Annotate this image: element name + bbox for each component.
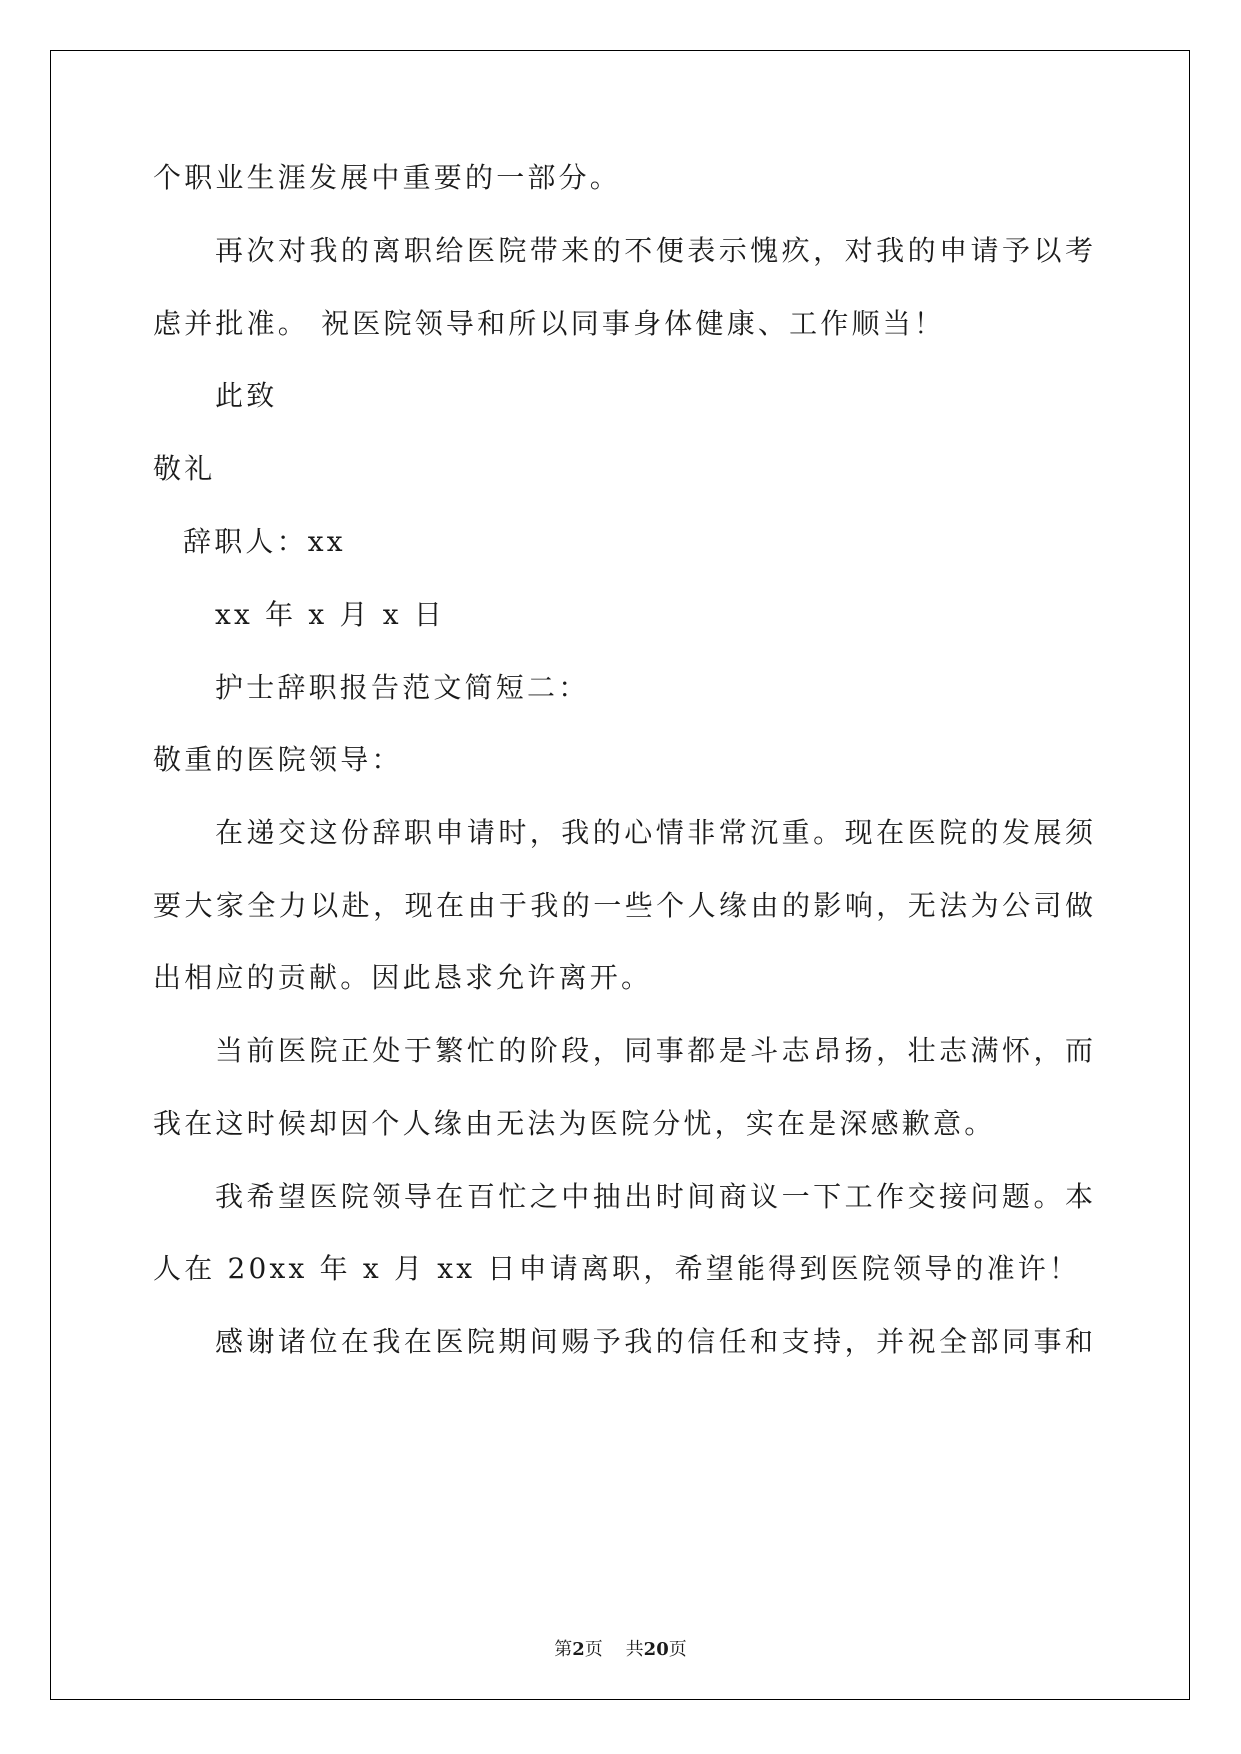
current-page-number: 2: [572, 1639, 585, 1660]
page-border: [50, 50, 1190, 1700]
footer-total-prefix: 共: [625, 1639, 644, 1660]
text-line: 再次对我的离职给医院带来的不便表示愧疚，对我的申请予以考: [215, 234, 1093, 267]
footer-prefix: 第: [554, 1639, 573, 1660]
footer-page-word: 页: [584, 1639, 603, 1660]
text-line: 我在这时候却因个人缘由无法为医院分忧，实在是深感歉意。: [153, 1107, 996, 1140]
section-heading: 护士辞职报告范文简短二：: [215, 671, 590, 704]
date-line: xx 年 x 月 x 日: [215, 598, 446, 631]
text-line: 感谢诸位在我在医院期间赐予我的信任和支持，并祝全部同事和: [215, 1325, 1093, 1358]
salutation-respect: 敬礼: [153, 452, 216, 485]
text-line: 出相应的贡献。因此恳求允许离开。: [153, 961, 653, 994]
text-line: 当前医院正处于繁忙的阶段，同事都是斗志昂扬，壮志满怀，而: [215, 1034, 1093, 1067]
text-line: 人在 20xx 年 x 月 xx 日申请离职，希望能得到医院领导的准许！: [153, 1252, 1081, 1285]
text-line: 我希望医院领导在百忙之中抽出时间商议一下工作交接问题。本: [215, 1180, 1093, 1213]
text-line: 要大家全力以赴，现在由于我的一些个人缘由的影响，无法为公司做: [153, 889, 1093, 922]
signatory-line: 辞职人：xx: [183, 525, 346, 558]
text-line: 个职业生涯发展中重要的一部分。: [153, 161, 622, 194]
footer-total-suffix: 页: [668, 1639, 687, 1660]
text-line: 虑并批准。 祝医院领导和所以同事身体健康、工作顺当！: [153, 307, 946, 340]
letter-greeting: 敬重的医院领导：: [153, 743, 403, 776]
text-line: 在递交这份辞职申请时，我的心情非常沉重。现在医院的发展须: [215, 816, 1093, 849]
salutation-closing: 此致: [215, 379, 278, 412]
page-footer: [0, 1638, 1241, 1662]
total-pages-number: 20: [643, 1639, 669, 1660]
